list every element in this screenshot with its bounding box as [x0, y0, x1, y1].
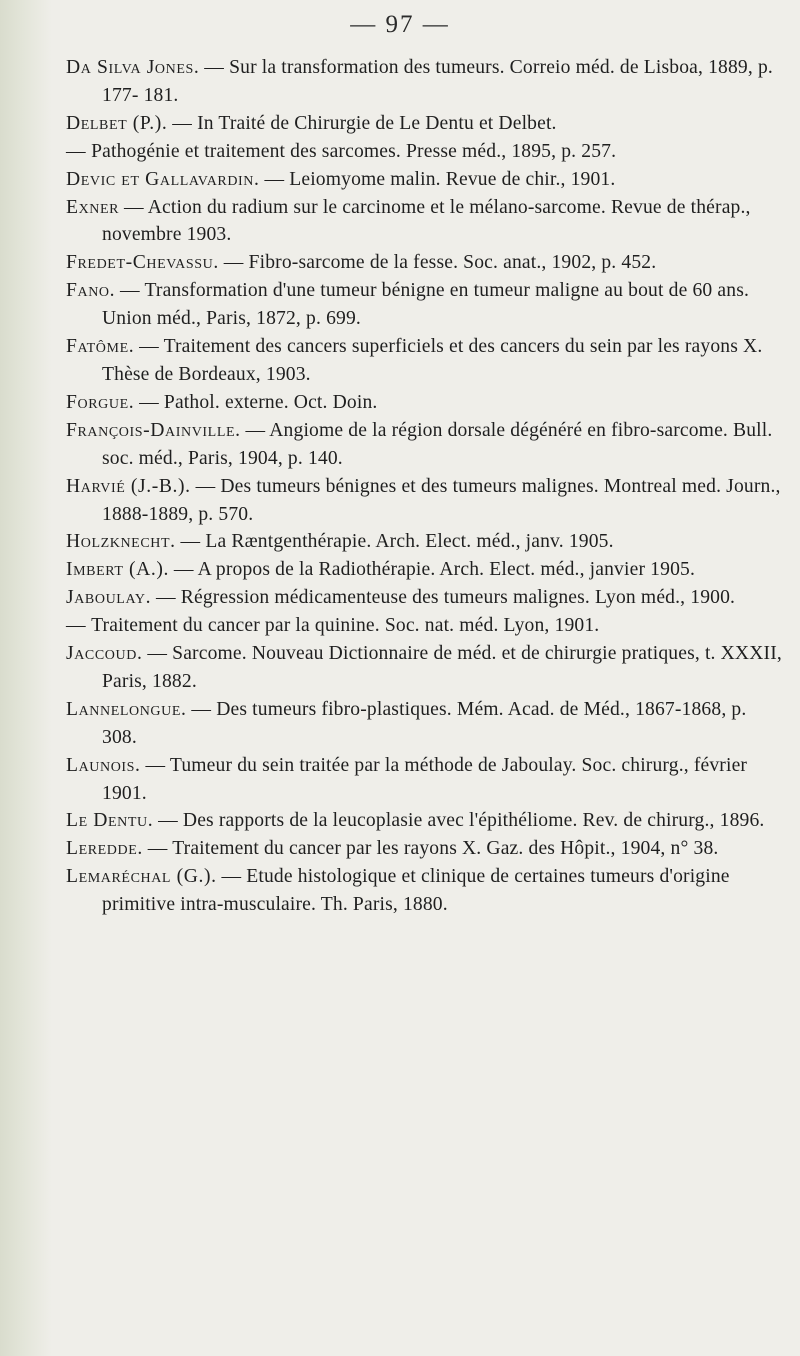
- reference-author: Lemaréchal (G.).: [66, 866, 217, 888]
- reference-author: François-Dainville.: [66, 419, 241, 441]
- reference-author: Fatôme.: [66, 336, 135, 358]
- reference-list: [66, 54, 782, 919]
- reference-text: Traitement du cancer par la quinine. Soc. nat. méd. Lyon, 1901.: [91, 615, 600, 637]
- reference-text: — Leiomyome malin. Revue de chir., 1901.: [264, 168, 616, 190]
- reference-text: — La Ræntgenthérapie. Arch. Elect. méd., janv. 1905.: [180, 531, 614, 553]
- reference-author: Lannelongue.: [66, 698, 187, 720]
- reference-entry: [66, 863, 782, 919]
- reference-entry: [66, 807, 782, 835]
- reference-author: Fano.: [66, 280, 116, 302]
- reference-author: Fredet-Chevassu.: [66, 252, 219, 274]
- reference-entry: [66, 752, 782, 808]
- reference-entry: [66, 389, 782, 417]
- reference-text: — In Traité de Chirurgie de Le Dentu et Delbet.: [172, 112, 557, 134]
- reference-entry: [66, 835, 782, 863]
- reference-text: — Pathol. externe. Oct. Doin.: [139, 391, 378, 413]
- reference-author: Harvié (J.-B.).: [66, 475, 191, 497]
- reference-author: Jaboulay.: [66, 587, 152, 609]
- reference-text: — Traitement des cancers superficiels et des cancers du sein par les rayons X. Thèse de Bordeaux, 1903.: [102, 336, 763, 385]
- reference-author: Exner: [66, 196, 120, 218]
- reference-text: — Des tumeurs bénignes et des tumeurs malignes. Montreal med. Journ., 1888-1889, p. 570.: [102, 475, 781, 525]
- reference-entry: [66, 528, 782, 556]
- reference-entry: [66, 277, 782, 333]
- reference-author: Devic et Gallavardin.: [66, 168, 260, 190]
- reference-author: Launois.: [66, 754, 141, 776]
- reference-author: Imbert (A.).: [66, 559, 170, 581]
- reference-entry: [66, 166, 782, 194]
- reference-entry: [66, 612, 782, 640]
- reference-text: — Régression médicamenteuse des tumeurs malignes. Lyon méd., 1900.: [156, 587, 736, 609]
- reference-author: Leredde.: [66, 838, 143, 860]
- reference-entry: [66, 640, 782, 696]
- reference-text: — Action du radium sur le carcinome et le mélano-sarcome. Revue de thérap., novembre 1903.: [102, 196, 751, 246]
- reference-text: — Des tumeurs fibro-plastiques. Mém. Acad. de Méd., 1867-1868, p. 308.: [102, 698, 747, 748]
- reference-entry: [66, 333, 782, 389]
- reference-author: Delbet (P.).: [66, 112, 168, 134]
- reference-text: — Angiome de la région dorsale dégénéré en fibro-sarcome. Bull. soc. méd., Paris, 1904, p. 140.: [102, 419, 773, 469]
- reference-author: —: [66, 140, 87, 162]
- page-edge-shadow: [0, 0, 52, 1356]
- reference-entry: [66, 473, 782, 529]
- reference-author: Le Dentu.: [66, 810, 154, 832]
- reference-text: — Transformation d'une tumeur bénigne en tumeur maligne au bout de 60 ans. Union méd., Paris, 1872, p. 699.: [102, 280, 750, 330]
- reference-entry: [66, 584, 782, 612]
- reference-author: Da Silva Jones.: [66, 57, 200, 78]
- reference-entry: [66, 138, 782, 166]
- reference-entry: [66, 194, 782, 250]
- reference-entry: [66, 110, 782, 138]
- reference-text: Pathogénie et traitement des sarcomes. Presse méd., 1895, p. 257.: [91, 140, 617, 162]
- reference-entry: [66, 556, 782, 584]
- reference-text: — A propos de la Radiothérapie. Arch. Elect. méd., janvier 1905.: [173, 559, 696, 581]
- reference-entry: [66, 54, 782, 110]
- reference-entry: [66, 696, 782, 752]
- reference-entry: [66, 417, 782, 473]
- reference-text: — Traitement du cancer par les rayons X. Gaz. des Hôpit., 1904, n° 38.: [147, 838, 719, 860]
- page-number: — 97 —: [350, 11, 450, 38]
- reference-text: — Fibro-sarcome de la fesse. Soc. anat., 1902, p. 452.: [223, 252, 657, 274]
- reference-text: — Etude histologique et clinique de certaines tumeurs d'origine primitive intra-musculaire. Th. Paris, 1880.: [102, 866, 730, 916]
- reference-author: Jaccoud.: [66, 643, 143, 665]
- reference-text: — Tumeur du sein traitée par la méthode de Jaboulay. Soc. chirurg., février 1901.: [102, 754, 748, 804]
- reference-author: Forgue.: [66, 391, 135, 413]
- reference-entry: [66, 249, 782, 277]
- reference-author: —: [66, 615, 87, 637]
- reference-text: — Des rapports de la leucoplasie avec l'épithéliome. Rev. de chirurg., 1896.: [158, 810, 765, 832]
- reference-text: — Sarcome. Nouveau Dictionnaire de méd. et de chirurgie pratiques, t. XXXII, Paris, 1882.: [102, 643, 782, 692]
- reference-author: Holzknecht.: [66, 531, 176, 553]
- reference-text: — Sur la transformation des tumeurs. Correio méd. de Lisboa, 1889, p. 177- 181.: [102, 57, 773, 106]
